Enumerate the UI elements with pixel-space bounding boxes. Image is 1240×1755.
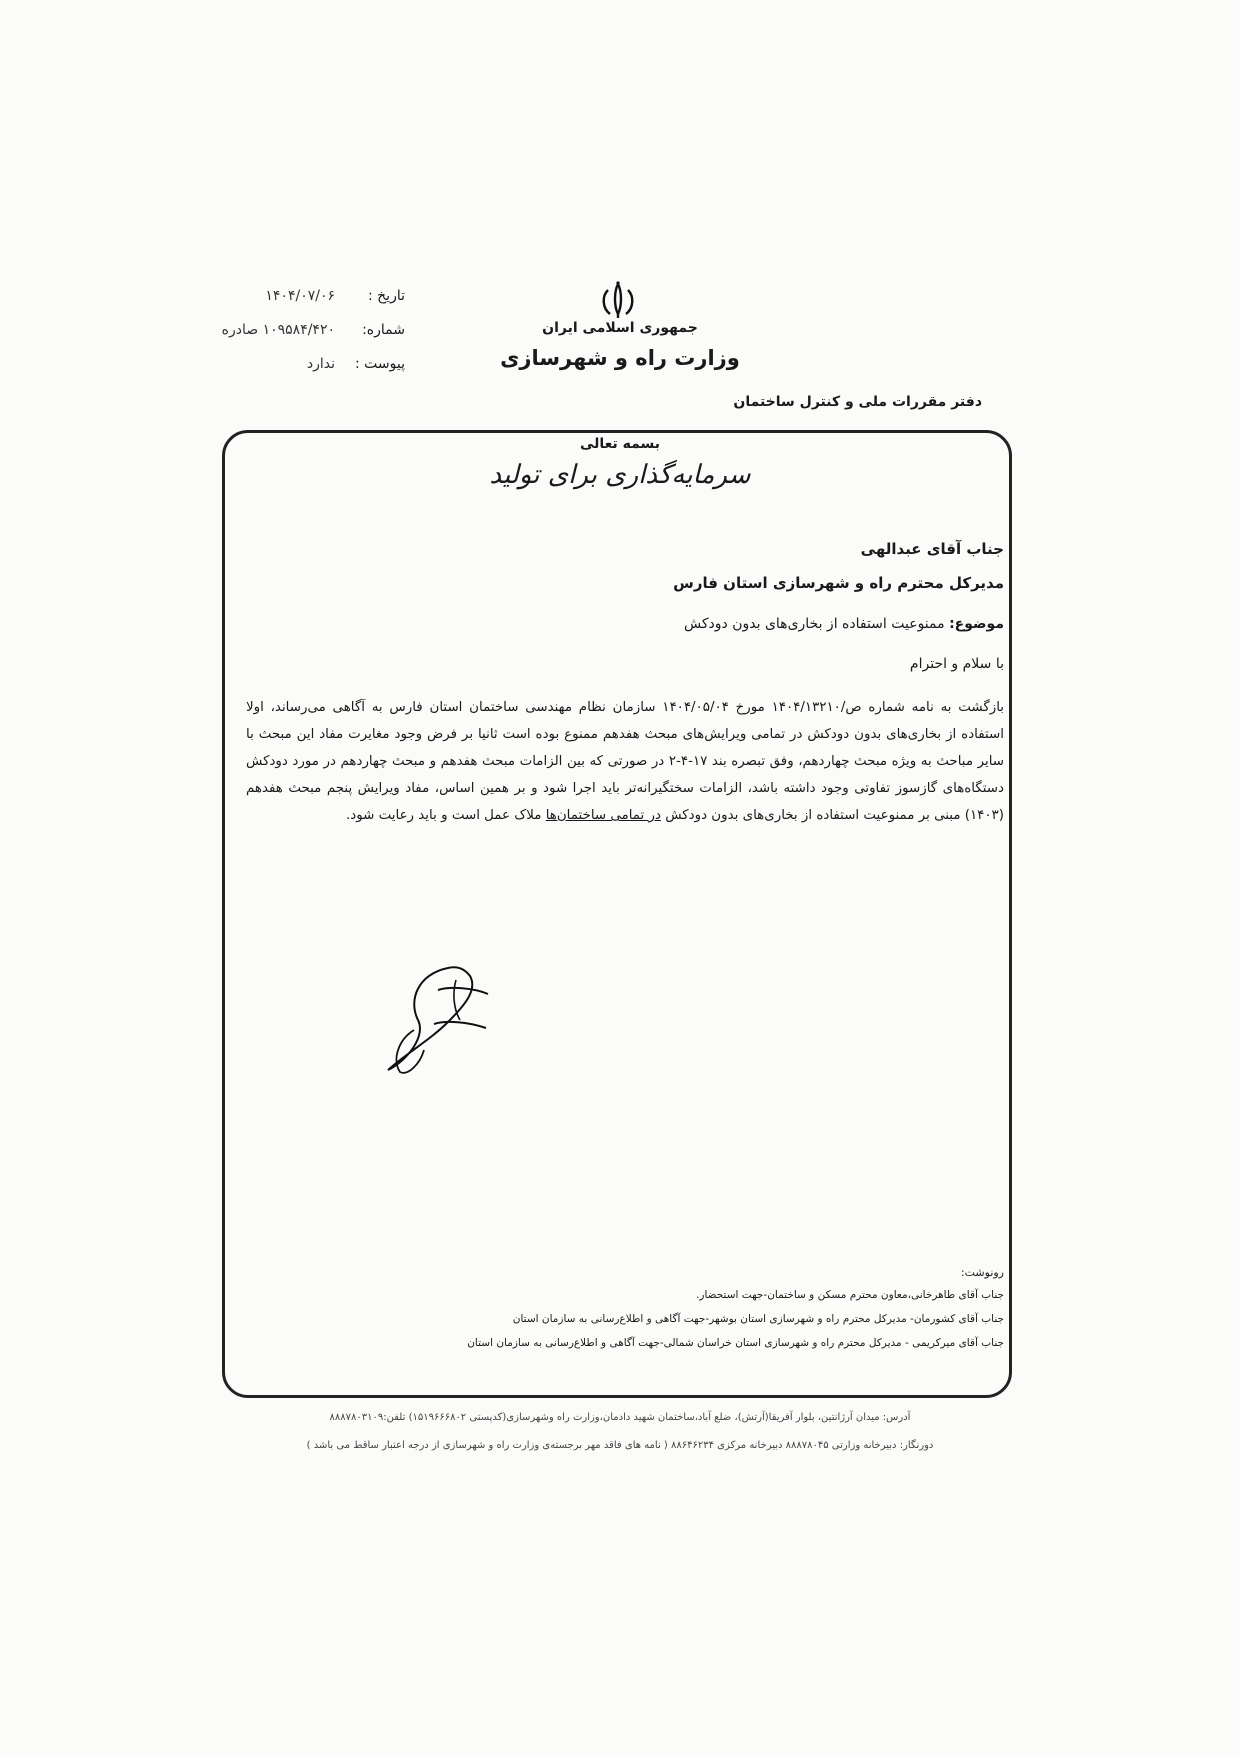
subject-label: موضوع: — [949, 616, 1004, 632]
slogan: سرمایه‌گذاری برای تولید — [489, 460, 751, 490]
number-label: شماره: — [362, 322, 405, 338]
date-value: ۱۴۰۴/۰۷/۰۶ — [265, 288, 335, 304]
cc-line: جناب آقای کشورمان- مدیرکل محترم راه و شهرسازی استان بوشهر-جهت آگاهی و اطلاع‌رسانی به سازمان استان — [512, 1313, 1004, 1325]
letter-body — [246, 694, 1004, 829]
date-row — [175, 288, 405, 304]
body-part-1: بازگشت به نامه شماره ص/۱۴۰۴/۱۳۲۱۰ مورخ ۱۴۰۴/۰۵/۰۴ سازمان نظام مهندسی ساختمان استان فارس به آگاهی می‌رساند، اولا استفاده از بخاری‌های بدون دودکش در تمامی ویرایش‌های مبحث هفدهم ممنوع بوده است ثانیا بر فرض وجود مغایرت مفاد این مبحث با سایر مباحث به ویژه مبحث چهاردهم، وفق تبصره بند ۱۷-۴-۲ در صورتی که بین الزامات مبحث هفدهم و مبحث چهاردهم در مورد دودکش دستگاه‌های گازسوز تفاوتی وجود داشته باشد، الزامات سختگیرانه‌تر باید اجرا شود و بر همین اساس، مفاد ویرایش پنجم مبحث هفدهم (۱۴۰۳) مبنی بر ممنوعیت استفاده از بخاری‌های بدون دودکش — [246, 700, 1005, 823]
iran-emblem-icon — [596, 280, 640, 320]
attachment-label: پیوست : — [355, 356, 405, 372]
date-label: تاریخ : — [367, 288, 405, 304]
office-name: دفتر مقررات ملی و کنترل ساختمان — [733, 394, 982, 410]
bismillah: بسمه تعالی — [579, 436, 661, 452]
addressee: جناب آقای عبدالهی — [860, 540, 1004, 558]
footer-address: آدرس: میدان آرژانتین، بلوار آفریقا(آرتش)، ضلع آباد،ساختمان شهید دادمان،وزارت راه وشهرسازی(کدپستی ۱۵۱۹۶۶۶۸۰۲) تلفن:۸۸۸۷۸۰۳۱۰۹ — [329, 1412, 911, 1423]
attachment-value: ندارد — [306, 356, 335, 372]
body-underlined: در تمامی ساختمان‌ها — [545, 808, 661, 823]
footer-contact: دورنگار: دبیرخانه وزارتی ۸۸۸۷۸۰۴۵ دبیرخانه مرکزی ۸۸۶۴۶۲۳۴ ( نامه های فاقد مهر برجسته‌ی وزارت راه و شهرسازی از درجه اعتبار ساقط می باشد ) — [306, 1440, 934, 1451]
greeting: با سلام و احترام — [909, 656, 1004, 672]
number-value: ۱۰۹۵۸۴/۴۲۰ صادره — [221, 322, 335, 338]
country-name: جمهوری اسلامی ایران — [542, 320, 698, 336]
subject-line — [684, 616, 1004, 632]
ministry-name: وزارت راه و شهرسازی — [500, 346, 740, 370]
cc-title: رونوشت: — [960, 1266, 1004, 1279]
cc-line: جناب آقای طاهرخانی،معاون محترم مسکن و ساختمان-جهت استحضار. — [696, 1289, 1004, 1301]
handwritten-signature — [378, 960, 500, 1080]
body-part-2: ملاک عمل است و باید رعایت شود. — [346, 808, 546, 823]
number-row — [175, 322, 405, 338]
cc-line: جناب آقای میرکریمی - مدیرکل محترم راه و شهرسازی استان خراسان شمالی-جهت آگاهی و اطلاع‌رسانی به سازمان استان — [467, 1337, 1004, 1349]
cc-block — [244, 1266, 1004, 1355]
addressee-position: مدیرکل محترم راه و شهرسازی استان فارس — [673, 574, 1004, 592]
subject-text: ممنوعیت استفاده از بخاری‌های بدون دودکش — [684, 616, 945, 632]
attachment-row — [175, 356, 405, 372]
